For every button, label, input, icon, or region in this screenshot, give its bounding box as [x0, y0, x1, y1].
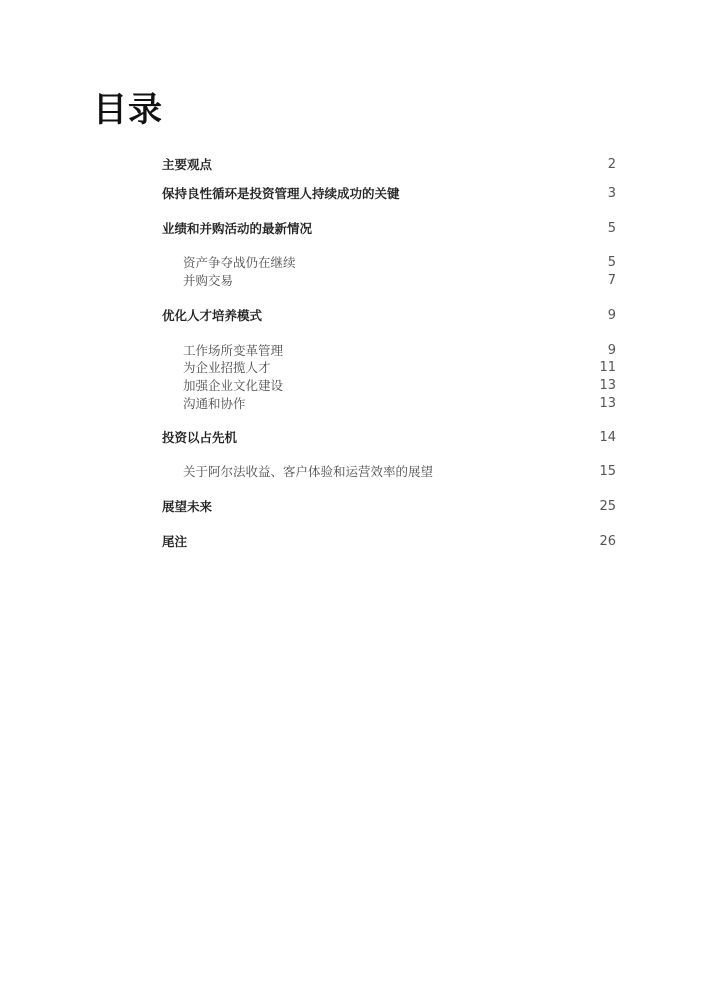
toc-entry-page-number: 25 — [599, 499, 616, 514]
toc-entry-talent-model[interactable] — [162, 306, 616, 326]
toc-entry-label: 尾注 — [162, 534, 188, 549]
toc-entry-page-number: 3 — [607, 186, 616, 201]
toc-subentry-page-number: 13 — [599, 396, 616, 411]
toc-entry-key-points[interactable] — [162, 155, 616, 175]
toc-entry-virtuous-cycle[interactable] — [162, 184, 616, 204]
toc-entry-page-number: 2 — [607, 157, 616, 172]
toc-entry-page-number: 26 — [599, 534, 616, 549]
toc-subentry-label: 资产争夺战仍在继续 — [183, 255, 296, 270]
toc-subentry-ma-deals[interactable] — [162, 271, 616, 291]
toc-entry-performance-and-ma[interactable] — [162, 219, 616, 239]
toc-entry-label: 主要观点 — [162, 157, 213, 172]
toc-subentry-label: 加强企业文化建设 — [183, 378, 284, 393]
toc-entry-label: 业绩和并购活动的最新情况 — [162, 221, 313, 236]
toc-entry-label: 保持良性循环是投资管理人持续成功的关键 — [162, 186, 400, 201]
toc-subentry-label: 工作场所变革管理 — [183, 343, 284, 358]
toc-subentry-page-number: 11 — [599, 360, 616, 375]
toc-entry-looking-ahead[interactable] — [162, 497, 616, 517]
page-title: 目录 — [93, 90, 163, 130]
toc-subentry-communication[interactable] — [162, 394, 616, 414]
toc-subentry-page-number: 7 — [607, 273, 616, 288]
toc-entry-label: 优化人才培养模式 — [162, 308, 263, 323]
toc-subentry-asset-battle[interactable] — [162, 253, 616, 273]
toc-subentry-attract-talent[interactable] — [162, 358, 616, 378]
toc-entry-label: 展望未来 — [162, 499, 213, 514]
toc-entry-endnotes[interactable] — [162, 532, 616, 552]
toc-entry-label: 投资以占先机 — [162, 430, 238, 445]
toc-subentry-alpha-outlook[interactable] — [162, 462, 616, 482]
toc-entry-invest-ahead[interactable] — [162, 428, 616, 448]
toc-subentry-page-number: 13 — [599, 378, 616, 393]
toc-subentry-page-number: 9 — [607, 343, 616, 358]
toc-subentry-label: 关于阿尔法收益、客户体验和运营效率的展望 — [183, 464, 434, 479]
toc-entry-page-number: 5 — [607, 221, 616, 236]
toc-subentry-page-number: 5 — [607, 255, 616, 270]
toc-subentry-label: 并购交易 — [183, 273, 234, 288]
toc-subentry-page-number: 15 — [599, 464, 616, 479]
toc-subentry-culture[interactable] — [162, 376, 616, 396]
toc-entry-page-number: 9 — [607, 308, 616, 323]
toc-subentry-label: 沟通和协作 — [183, 396, 246, 411]
toc-entry-page-number: 14 — [599, 430, 616, 445]
toc-subentry-label: 为企业招揽人才 — [183, 360, 271, 375]
